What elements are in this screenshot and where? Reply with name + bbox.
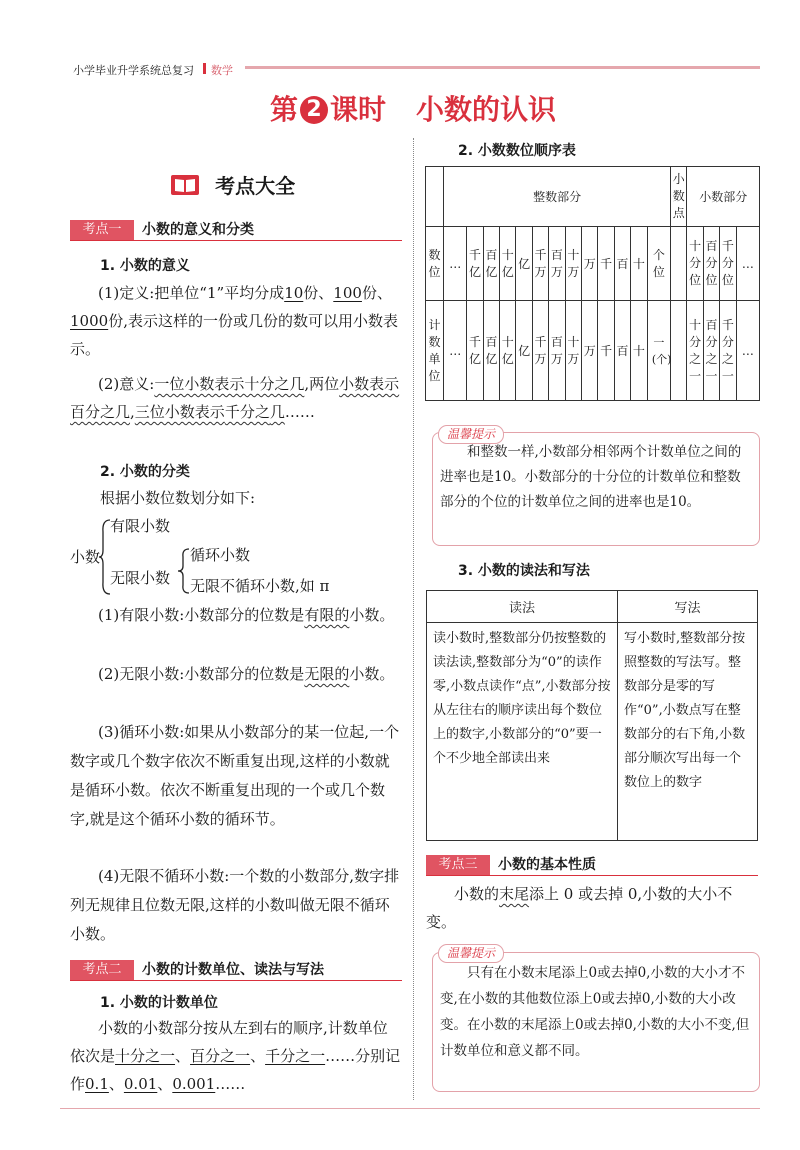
kp3-title: 小数的基本性质 bbox=[498, 857, 596, 873]
unit-cell: 十 bbox=[631, 301, 647, 401]
dunit-cell: 十分之一 bbox=[687, 301, 703, 401]
unit-row-label: 计数单位 bbox=[426, 301, 444, 401]
dplace-cell: 百分位 bbox=[703, 227, 719, 301]
ell-cell: … bbox=[444, 301, 467, 401]
rc-sub3: 3. 小数的读法和写法 bbox=[458, 563, 590, 579]
dunit-cell: 千分之一 bbox=[720, 301, 736, 401]
unit-cell: 亿 bbox=[516, 301, 532, 401]
tip-text-1: 和整数一样,小数部分相邻两个计数单位之间的进率也是10。小数部分的十分位的计数单位和整数部分的个位的计数单位之间的进率也是10。 bbox=[440, 444, 742, 510]
kp2-bar bbox=[70, 960, 402, 981]
place-cell: 百万 bbox=[549, 227, 565, 301]
place-cell: 十 bbox=[631, 227, 647, 301]
kp1-d3: (3)循环小数:如果从小数部分的某一位起,一个数字或几个数字依次不断重复出现,这样的小数就是循环小数。依次不断重复出现的一个或几个数字,就是这个循环小数的循环节。 bbox=[70, 723, 400, 828]
place-row-label: 数位 bbox=[426, 227, 444, 301]
kp1-sub1: 1. 小数的意义 bbox=[100, 258, 190, 274]
dplace-cell: 十分位 bbox=[687, 227, 703, 301]
rc-sub2: 2. 小数数位顺序表 bbox=[458, 143, 576, 159]
unit-cell: 百亿 bbox=[483, 301, 499, 401]
kp2-sub1: 1. 小数的计数单位 bbox=[100, 995, 218, 1011]
tree-brace-2 bbox=[177, 547, 191, 595]
ell-cell: … bbox=[736, 301, 759, 401]
title-suffix: 课时 bbox=[330, 93, 387, 126]
place-cell: 十亿 bbox=[500, 227, 516, 301]
header-rule bbox=[245, 66, 760, 69]
kp1-sub2: 2. 小数的分类 bbox=[100, 464, 190, 480]
unit-cell: 百万 bbox=[549, 301, 565, 401]
tip-tag-2: 温馨提示 bbox=[438, 944, 504, 963]
footer-rule bbox=[60, 1108, 760, 1109]
place-cell: 百亿 bbox=[483, 227, 499, 301]
place-cell: 千 bbox=[598, 227, 614, 301]
kp1-title: 小数的意义和分类 bbox=[142, 222, 254, 238]
kp3-bar bbox=[426, 855, 758, 876]
place-cell: 十万 bbox=[565, 227, 581, 301]
kp1-d2: (2)无限小数:小数部分的位数是无限的小数。 bbox=[98, 665, 395, 683]
kp1-d1: (1)有限小数:小数部分的位数是有限的小数。 bbox=[98, 606, 395, 624]
kp1-definition: (1)定义:把单位“1”平均分成10份、100份、1000份,表示这样的一份或几份的数可以用小数表示。 bbox=[70, 284, 398, 358]
place-cell: 万 bbox=[582, 227, 598, 301]
read-cell: 读小数时,整数部分仍按整数的读法读,整数部分为“0”的读作零,小数点读作“点”,小数部分按从左往右的顺序读出每个数位上的数字,小数部分的“0”要一个不少地全部读出来 bbox=[427, 623, 618, 841]
kp1-bar bbox=[70, 220, 402, 241]
kp1-meaning: (2)意义:一位小数表示十分之几,两位小数表示百分之几,三位小数表示千分之几…… bbox=[70, 375, 400, 421]
header-subject: 数学 bbox=[211, 64, 233, 77]
dplace-cell: 千分位 bbox=[720, 227, 736, 301]
title-prefix: 第 bbox=[270, 93, 299, 126]
kp2-title: 小数的计数单位、读法与写法 bbox=[142, 962, 324, 978]
unit-cell: 千亿 bbox=[467, 301, 483, 401]
tip-text-2: 只有在小数末尾添上0或去掉0,小数的大小才不变,在小数的其他数位添上0或去掉0,小数的大小改变。在小数的末尾添上0或去掉0,小数的大小不变,但计数单位和意义都不同。 bbox=[440, 965, 750, 1059]
dec-part-header: 小数部分 bbox=[687, 167, 760, 227]
unit-cell: 十亿 bbox=[500, 301, 516, 401]
kp1-d4: (4)无限不循环小数:一个数的小数部分,数字排列无规律且位数无限,这样的小数叫做无限不循环小数。 bbox=[70, 867, 400, 943]
dot-header: 小数点 bbox=[671, 167, 687, 227]
tree-finite: 有限小数 bbox=[110, 517, 171, 535]
unit-cell: 十万 bbox=[565, 301, 581, 401]
unit-cell: 千 bbox=[598, 301, 614, 401]
tree-cyclic: 循环小数 bbox=[190, 546, 251, 564]
title-topic: 小数的认识 bbox=[416, 93, 557, 126]
unit-row bbox=[426, 301, 760, 401]
place-cell: 千亿 bbox=[467, 227, 483, 301]
write-cell: 写小数时,整数部分按照整数的写法写。整数部分是零的写作“0”,小数点写在整数部分的右下角,小数部分顺次写出每一个数位上的数字 bbox=[618, 623, 758, 841]
kp1-tag: 考点一 bbox=[70, 220, 134, 240]
main-section-heading bbox=[170, 170, 295, 199]
section-main-label: 考点大全 bbox=[215, 174, 296, 198]
unit-cell: 百 bbox=[614, 301, 630, 401]
write-header: 写法 bbox=[618, 591, 758, 623]
read-write-table bbox=[426, 590, 758, 841]
lesson-number: 2 bbox=[300, 96, 328, 124]
place-row bbox=[426, 227, 760, 301]
header-series: 小学毕业升学系统总复习 bbox=[73, 64, 194, 77]
kp2-tag: 考点二 bbox=[70, 960, 134, 980]
read-header: 读法 bbox=[427, 591, 618, 623]
book-icon bbox=[170, 173, 200, 197]
kp3-tag: 考点三 bbox=[426, 855, 490, 875]
tip-tag-1: 温馨提示 bbox=[438, 425, 504, 444]
place-value-table bbox=[425, 166, 760, 401]
unit-cell: 千万 bbox=[532, 301, 548, 401]
ell-cell: … bbox=[444, 227, 467, 301]
header-divider bbox=[203, 63, 206, 74]
column-divider bbox=[413, 138, 414, 1100]
place-cell: 亿 bbox=[516, 227, 532, 301]
tree-noncyclic: 无限不循环小数,如 π bbox=[190, 577, 330, 595]
page-title bbox=[270, 88, 556, 128]
dunit-cell: 百分之一 bbox=[703, 301, 719, 401]
place-cell: 千万 bbox=[532, 227, 548, 301]
int-part-header: 整数部分 bbox=[444, 167, 671, 227]
tree-root: 小数 bbox=[70, 548, 101, 566]
place-cell: 个位 bbox=[647, 227, 670, 301]
unit-cell: 万 bbox=[582, 301, 598, 401]
kp1-class-intro: 根据小数位数划分如下: bbox=[100, 489, 256, 507]
kp3-text: 小数的末尾添上 0 或去掉 0,小数的大小不变。 bbox=[426, 885, 733, 931]
ell-cell: … bbox=[736, 227, 759, 301]
place-cell: 百 bbox=[614, 227, 630, 301]
tree-infinite: 无限小数 bbox=[110, 569, 171, 587]
kp2-units: 小数的小数部分按从左到右的顺序,计数单位依次是十分之一、百分之一、千分之一……分别记作0.1、0.01、0.001…… bbox=[70, 1019, 401, 1093]
unit-cell: 一(个) bbox=[647, 301, 670, 401]
